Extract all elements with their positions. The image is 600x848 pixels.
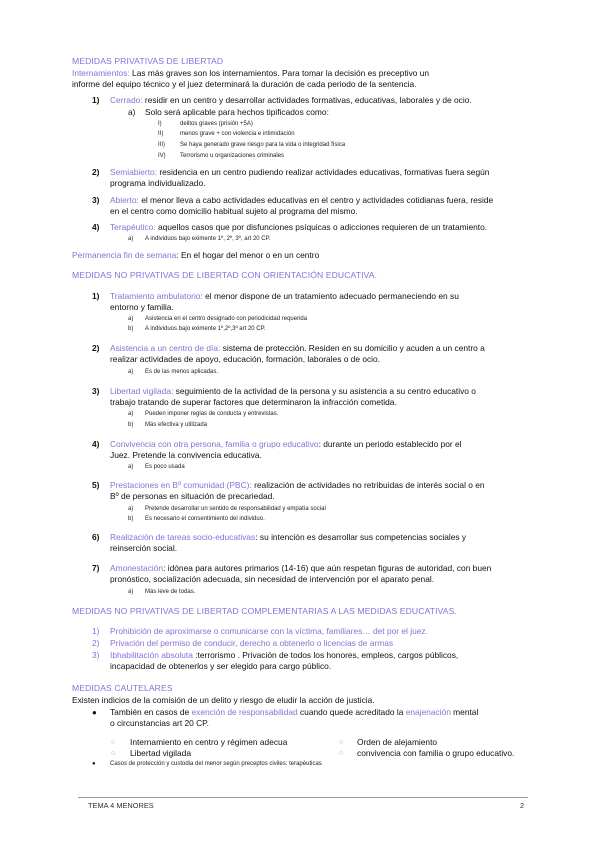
abierto-text-2: en el centro como domicilio habitual sujeto al programa del mismo. [110,206,358,216]
bullet-dot: ● [92,761,96,767]
sub-text: Es necesario el consentimiento del individuo. [145,516,265,522]
cautelares-bullet-1-line2: o circunstancias art 20 CP. [110,718,209,728]
roman-text: Terrorismo u organizaciones criminales [180,153,285,159]
permanencia-text: : En el hogar del menor o en un centro [176,250,320,260]
inhabilitacion-text: :terrorismo . Privación de todos los honores, empleos, cargos públicos, [192,650,459,660]
sub-label: a) [128,369,134,375]
prestaciones-label: Prestaciones en Bº comunidad (PBC): [110,480,252,490]
terap-a-label: a) [128,236,134,242]
amonestacion-text: : idónea para autores primarios (14-16) que aún respetan figuras de autoridad, con buen [163,563,492,573]
tareas-item [110,532,466,543]
internamientos-text-1: Las más graves son los internamientos. Para tomar la decisión es preceptivo un [129,68,430,78]
semiabierto-label: Semiabierto: [110,167,158,177]
prestaciones-text-2: Bº de personas en situación de precariedad. [110,491,275,501]
sub-text: Es de las menos aplicadas. [145,369,219,375]
sub-text: Asistencia en el centro designado con periodicidad requerida [145,316,308,322]
footer-divider [78,797,528,798]
cerrado-label: Cerrado: [110,95,143,105]
sub-text: Más efectiva y utilizada [145,422,208,428]
circle-bullet-icon: ○ [339,750,344,757]
item-number: 4) [92,222,100,232]
abierto-text: el menor lleva a cabo actividades educativas en el centro y actividades cotidianas fuera, reside [138,195,494,205]
bullet-dot: ● [92,708,97,717]
tratamiento-item [110,291,459,302]
circle-bullet-icon: ○ [339,739,344,746]
cautelar-option: Libertad vigilada [130,748,191,758]
roman-text: Se haya generado grave riesgo para la vida o integridad física [180,142,346,148]
item-number-2: 2) [92,638,100,648]
centro-dia-text: sistema de protección. Residen en su domicilio y acuden a un centro a [220,343,485,353]
sub-label: a) [128,506,134,512]
cautelares-bullet-2: Casos de protección y custodia del menor según preceptos civiles: terapéuticas [110,761,322,767]
abierto-label: Abierto: [110,195,139,205]
tratamiento-text-2: entorno y familia. [110,302,174,312]
libertad-vigilada-item [110,386,476,397]
item-number: 2) [92,343,100,353]
b1-mid: cuando quede acreditado la [297,707,406,717]
sub-text: Más leve de todas. [145,589,196,595]
centro-dia-text-2: realizar actividades de apoyo, educación, formación, laborales o de ocio. [110,354,381,364]
cerrado-a-label: a) [128,107,136,117]
tareas-label: Realización de tareas socio-educativas [110,532,256,542]
complementaria-1: Prohibición de aproximarse o comunicarse con la víctima, familiares… det por el juez. [110,626,428,636]
tratamiento-text: el menor dispone de un tratamiento adecuado permaneciendo en su [202,291,459,301]
libertad-vigilada-text: seguimiento de la actividad de la persona y su asistencia a su centro educativo o [173,386,476,396]
sub-text: A individuos bajo eximente 1º,2º,3º art 20 CP. [145,326,266,332]
item-number: 1) [92,95,100,105]
prestaciones-item [110,480,485,491]
convivencia-label: Convivencia con otra persona, familia o grupo educativo [110,439,319,449]
semiabierto-item [110,167,489,178]
page-number: 2 [520,801,525,810]
terapeutico-label: Terapéutico: [110,222,156,232]
convivencia-text-2: Juez. Pretende la convivencia educativa. [110,450,262,460]
item-number: 5) [92,480,100,490]
sub-text: Es poco usada [145,464,185,470]
internamientos-paragraph [72,68,429,79]
sub-label: a) [128,316,134,322]
cerrado-item [110,95,472,106]
item-number: 3) [92,386,100,396]
item-number-1: 1) [92,626,100,636]
abierto-item [110,195,493,206]
item-number: 2) [92,167,100,177]
roman-num: I) [158,121,162,127]
terapeutico-text: aquellos casos que por disfunciones psíquicas o adicciones requieren de un tratamiento. [155,222,488,232]
tareas-text-2: reinserción social. [110,543,178,553]
item-number: 7) [92,563,100,573]
sub-label: a) [128,464,134,470]
libertad-vigilada-label: Libertad vigilada: [110,386,174,396]
section-title-complementarias: MEDIDAS NO PRIVATIVAS DE LIBERTAD COMPLEMENTARIAS A LAS MEDIDAS EDUCATIVAS. [72,606,457,616]
complementaria-2: Privación del permiso de conducir, derecho a obtenerlo o licencias de armas [110,638,394,648]
item-number: 1) [92,291,100,301]
roman-num: III) [158,142,165,148]
terap-a-text: A individuos bajo eximente 1º, 2º, 3º, art 20 CP. [145,236,271,242]
sub-label: b) [128,326,134,332]
sub-text: Pueden imponer reglas de conducta y entrevistas. [145,411,279,417]
internamientos-text-2: informe del equipo técnico y el juez determinará la duración de cada periodo de la sentencia. [72,79,417,89]
sub-label: b) [128,516,134,522]
convivencia-text: : durante un periodo establecido por el [318,439,462,449]
roman-text: delitos graves (prisión +5A) [180,121,253,127]
permanencia-label: Permanencia fin de semana [72,250,177,260]
sub-label: b) [128,422,134,428]
section-title-no-privativas: MEDIDAS NO PRIVATIVAS DE LIBERTAD CON ORIENTACIÓN EDUCATIVA. [72,270,378,280]
b1-pre: También en casos de [110,707,192,717]
sub-label: a) [128,589,134,595]
cautelar-option: Orden de alejamiento [357,737,438,747]
circle-bullet-icon: ○ [111,739,116,746]
libertad-vigilada-text-2: trabajo tratando de superar factores que determinaron la infracción cometida. [110,397,397,407]
amonestacion-label: Amonestación [110,563,164,573]
item-number: 4) [92,439,100,449]
cautelares-intro: Existen indicios de la comisión de un delito y riesgo de eludir la acción de justicia. [72,695,375,705]
inhabilitacion-label: Ibhabilitación absoluta [110,650,193,660]
item-number: 6) [92,532,100,542]
amonestacion-item [110,563,491,574]
cautelar-option: convivencia con familia o grupo educativo. [357,748,515,758]
exencion-label: exención de responsabilidad [191,707,298,717]
footer-title: TEMA 4 MENORES [88,801,154,810]
sub-text: Pretende desarrollar un sentido de responsabilidad y empatía social [145,506,326,512]
inhabilitacion-text-2: incapacidad de obtenerlos y ser elegido para cargo público. [110,661,332,671]
convivencia-item [110,439,462,450]
cautelar-option: Internamiento en centro y régimen adecua [130,737,288,747]
circle-bullet-icon: ○ [111,750,116,757]
prestaciones-text: realización de actividades no retribuidas de interés social o en [251,480,485,490]
terapeutico-item [110,222,487,233]
roman-text: menos grave + con violencia e intimidación [180,131,295,137]
inhabilitacion-item [110,650,458,661]
sub-label: a) [128,411,134,417]
b1-post: mental [450,707,479,717]
semiabierto-text-2: programa individualizado. [110,178,206,188]
internamientos-label: Internamientos: [72,68,130,78]
centro-dia-item [110,343,485,354]
cautelares-bullet-1 [110,707,478,718]
item-number-3: 3) [92,650,100,660]
centro-dia-label: Asistencia a un centro de día: [110,343,221,353]
cerrado-text: residir en un centro y desarrollar actividades formativas, educativas, laborales y de ocio. [142,95,472,105]
enajenacion-label: enajenación [405,707,451,717]
semiabierto-text: residencia en un centro pudiendo realizar actividades educativas, formativas fuera según [157,167,490,177]
permanencia-paragraph [72,250,319,261]
section-title-cautelares: MEDIDAS CAUTELARES [72,683,173,693]
tareas-text: : su intención es desarrollar sus competencias sociales y [255,532,467,542]
item-number: 3) [92,195,100,205]
cerrado-a-text: Solo será aplicable para hechos tipificados como: [145,107,329,117]
roman-num: IV) [158,153,166,159]
tratamiento-label: Tratamiento ambulatorio: [110,291,203,301]
amonestacion-text-2: pronóstico, socialización adecuada, sin necesidad de intervención por el aparato penal. [110,574,435,584]
section-title-privativas: MEDIDAS PRIVATIVAS DE LIBERTAD [72,56,224,66]
roman-num: II) [158,131,164,137]
